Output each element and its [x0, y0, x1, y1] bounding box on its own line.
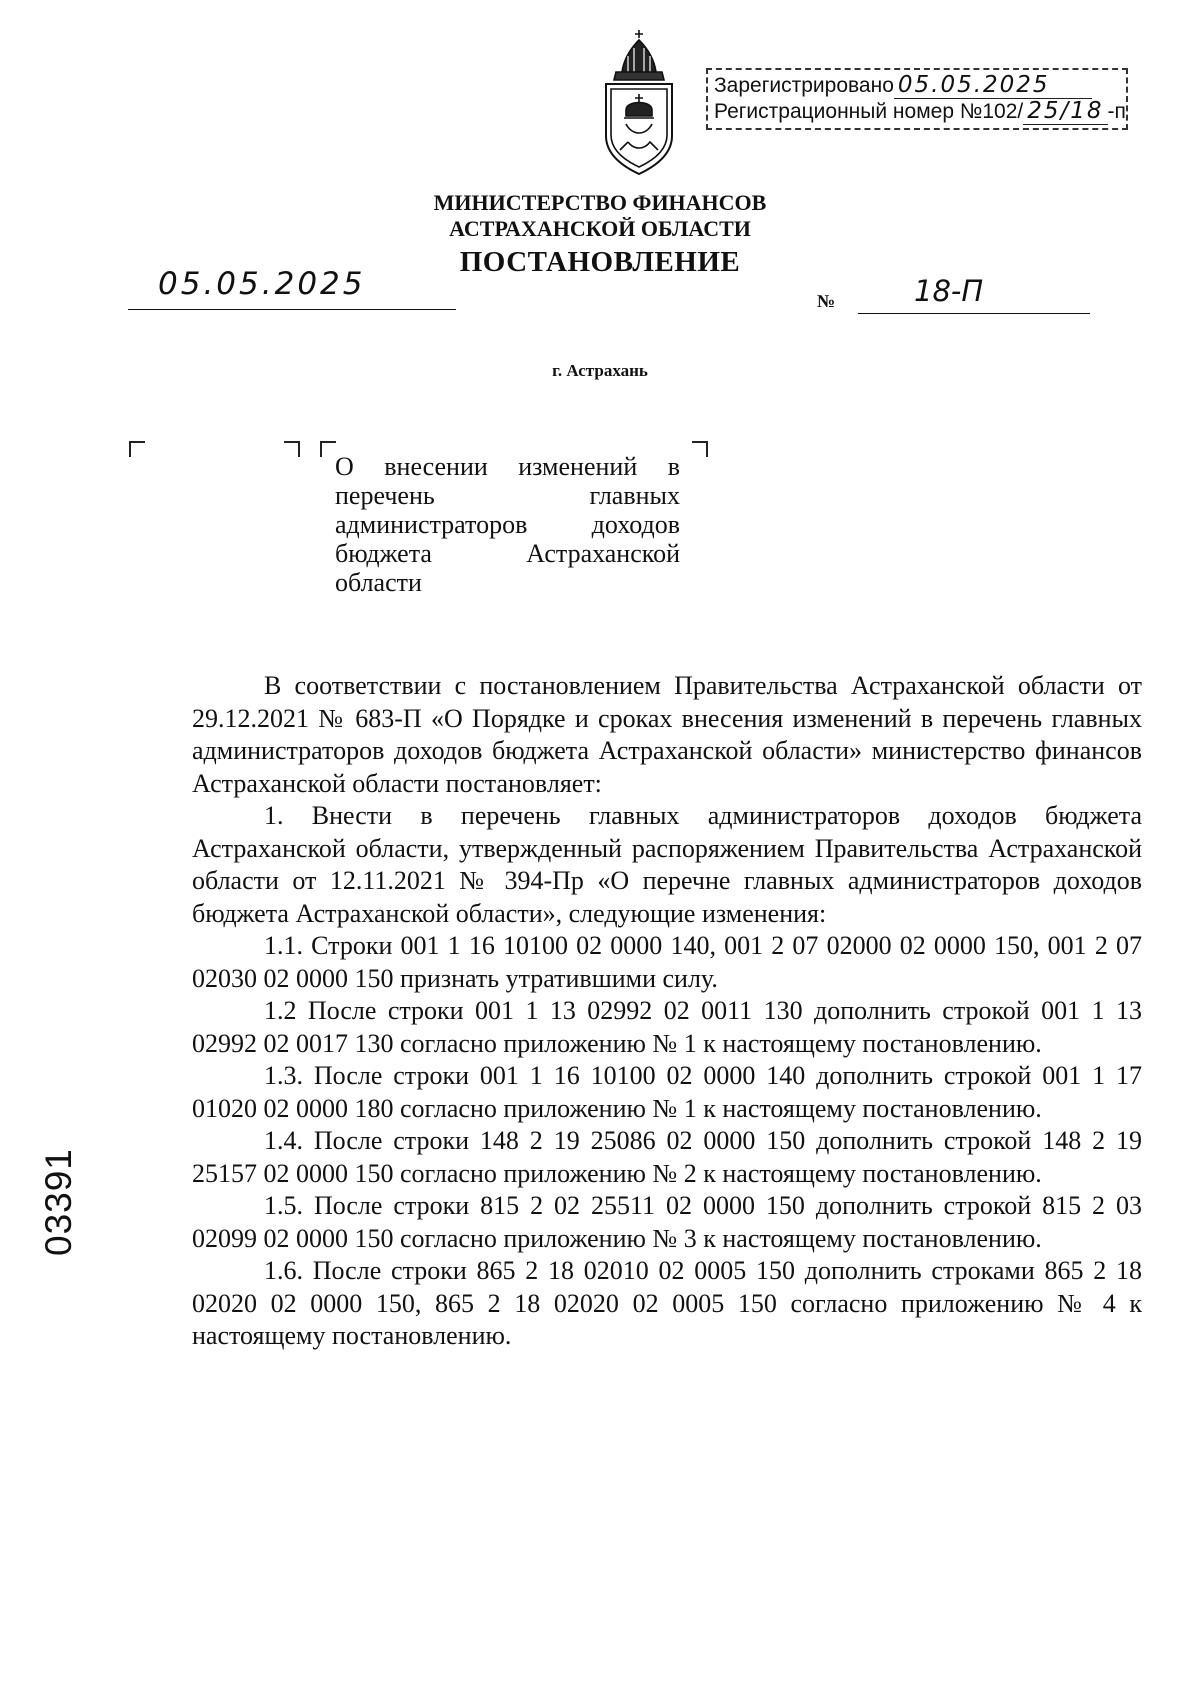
- registration-stamp: [706, 68, 1128, 130]
- corner-mark-left-top: [129, 441, 145, 457]
- corner-mark-left-right: [284, 441, 300, 457]
- item-1-2-paragraph: 1.2 После строки 001 1 13 02992 02 0011 130 дополнить строкой 001 1 13 02992 02 0017 130 согласно приложению № 1 к настоящему постановлению.: [192, 996, 1142, 1058]
- stamp-regnum-label: Регистрационный номер №102/: [714, 100, 1024, 123]
- stamp-regnum-handwritten: 25/18: [1023, 99, 1107, 125]
- item-1-6-paragraph: 1.6. После строки 865 2 18 02010 02 0005 150 дополнить строками 865 2 18 02020 02 0000 150, 865 2 18 02020 02 0005 150 согласно приложению № 4 к настоящему постановлению.: [192, 1256, 1142, 1350]
- stamp-registered-label: Зарегистрировано: [714, 74, 894, 97]
- ministry-name: [300, 190, 900, 242]
- coat-of-arms-emblem: [598, 28, 680, 178]
- corner-mark-subject-right: [692, 441, 708, 457]
- preamble-paragraph: В соответствии с постановлением Правительства Астраханской области от 29.12.2021 № 683-П «О Порядке и сроках внесения изменений в перечень главных администраторов доходов бюджета Астраханской области» министерство финансов Астраханской области постановляет:: [192, 671, 1142, 798]
- item-1-3-paragraph: 1.3. После строки 001 1 16 10100 02 0000 140 дополнить строкой 001 1 17 01020 02 0000 180 согласно приложению № 1 к настоящему постановлению.: [192, 1061, 1142, 1123]
- document-body: [192, 670, 1142, 1353]
- item-1-1-paragraph: 1.1. Строки 001 1 16 10100 02 0000 140, 001 2 07 02000 02 0000 150, 001 2 07 02030 02 0000 150 признать утратившими силу.: [192, 931, 1142, 993]
- stamp-regnum-line: [714, 98, 1126, 125]
- document-date: 05.05.2025: [128, 266, 456, 310]
- stamp-regnum-suffix: -п: [1107, 100, 1126, 123]
- number-sign: №: [817, 291, 836, 311]
- item-1-paragraph: 1. Внести в перечень главных администраторов доходов бюджета Астраханской области, утвержденный распоряжением Правительства Астраханской области от 12.11.2021 № 394-Пр «О перечне главных администраторов доходов бюджета Астраханской области», следующие изменения:: [192, 801, 1142, 928]
- corner-mark-subject-left: [320, 441, 336, 457]
- item-1-5-paragraph: 1.5. После строки 815 2 02 25511 02 0000 150 дополнить строкой 815 2 03 02099 02 0000 150 согласно приложению № 3 к настоящему постановлению.: [192, 1191, 1142, 1253]
- stamp-registered-line: [714, 73, 1120, 99]
- document-number: 18-П: [858, 274, 1090, 314]
- margin-archive-code: 03391: [38, 1148, 79, 1256]
- ministry-line-2: АСТРАХАНСКОЙ ОБЛАСТИ: [449, 216, 751, 241]
- stamp-registered-date: 05.05.2025: [894, 73, 1092, 99]
- document-type-title: ПОСТАНОВЛЕНИЕ: [459, 246, 741, 278]
- item-1-4-paragraph: 1.4. После строки 148 2 19 25086 02 0000 150 дополнить строкой 148 2 19 25157 02 0000 150 согласно приложению № 2 к настоящему постановлению.: [192, 1126, 1142, 1188]
- city-label: г. Астрахань: [552, 361, 648, 380]
- document-subject: О внесении изменений в перечень главных администраторов доходов бюджета Астраханской области: [335, 452, 680, 597]
- ministry-line-1: МИНИСТЕРСТВО ФИНАНСОВ: [433, 190, 767, 215]
